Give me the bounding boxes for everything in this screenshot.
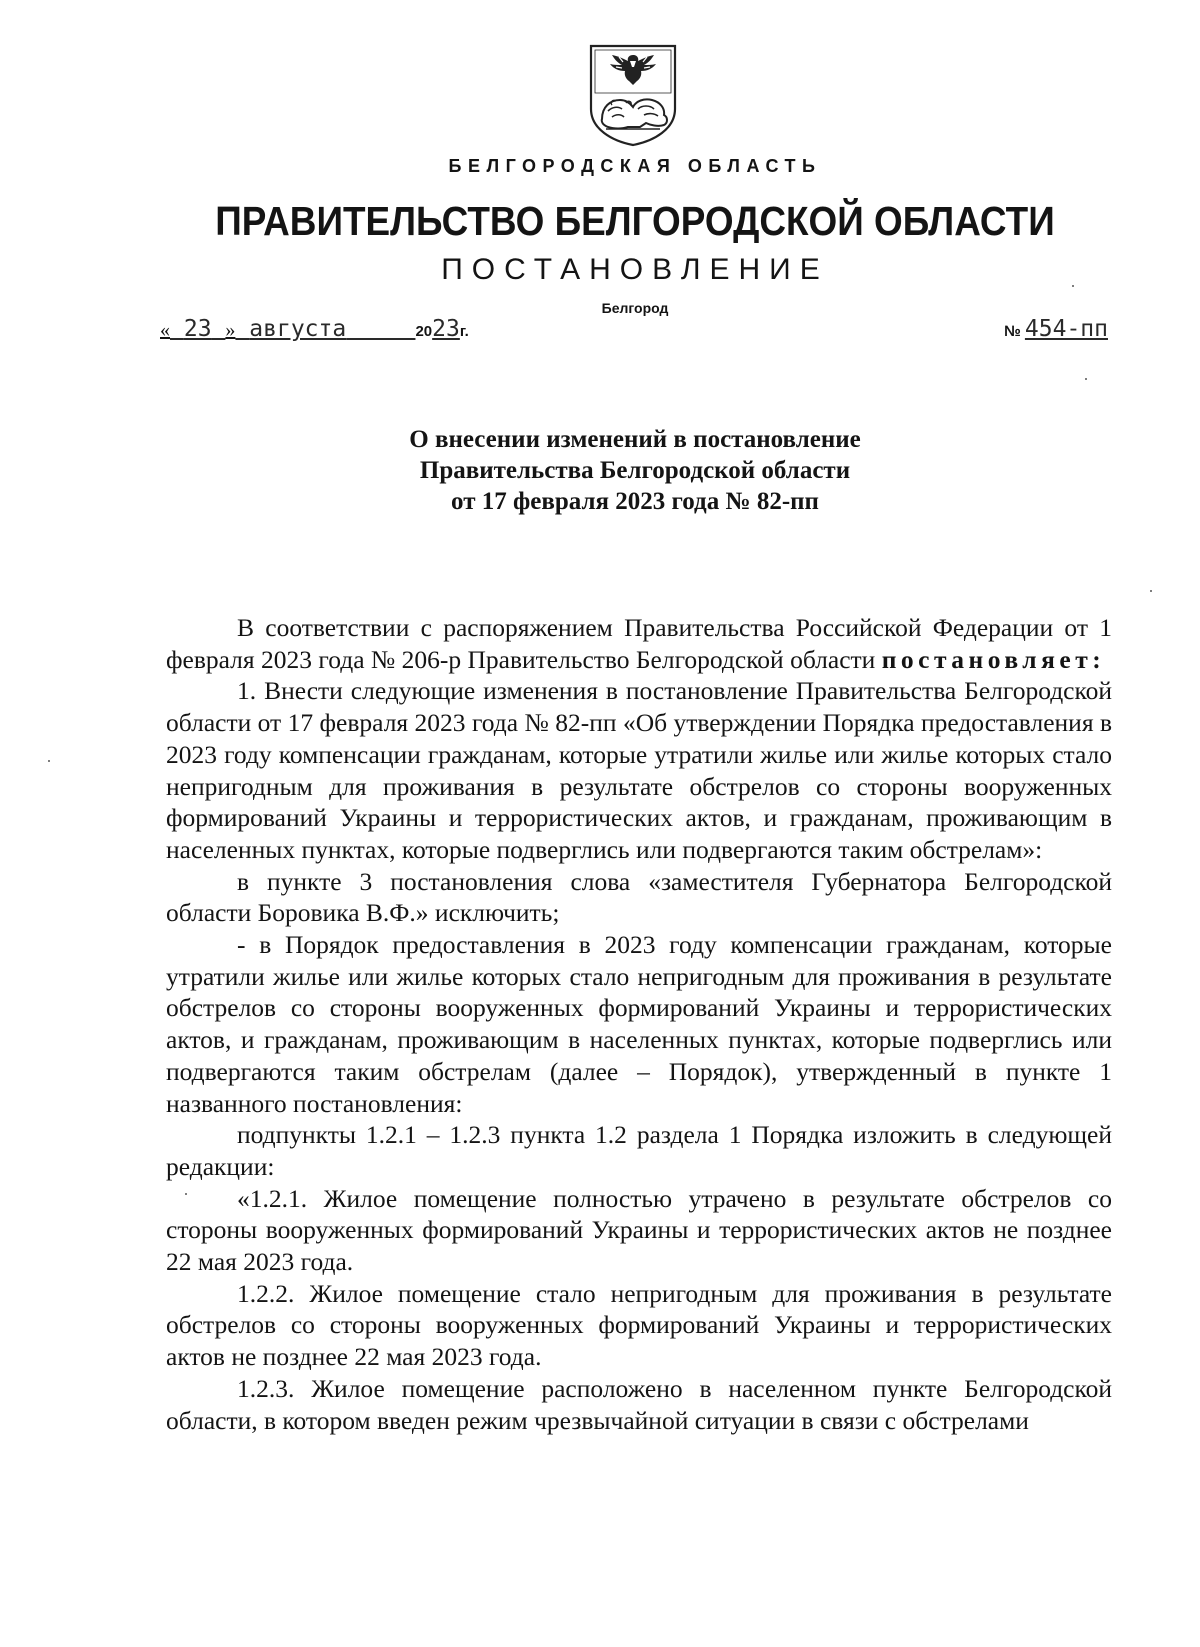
- coat-of-arms-icon: [588, 43, 678, 147]
- government-name: ПРАВИТЕЛЬСТВО БЕЛГОРОДСКОЙ ОБЛАСТИ: [215, 198, 1055, 244]
- number-value: 454-пп: [1024, 316, 1108, 342]
- decree-number: [1004, 316, 1108, 342]
- paragraph-subitems: подпункты 1.2.1 – 1.2.3 пункта 1.2 раздела 1 Порядка изложить в следующей редакции:: [166, 1120, 1112, 1181]
- preamble-keyword: постановляет:: [881, 644, 1106, 674]
- date-year-suffix: г.: [459, 323, 469, 340]
- preamble-text: В соответствии с распоряжением Правительства Российской Федерации от 1 февраля 2023 года № 206-р Правительство Белгородской области: [166, 613, 1112, 674]
- paragraph-preamble: [166, 612, 1112, 675]
- date-day: [170, 316, 225, 342]
- number-sign: №: [1004, 323, 1021, 340]
- date-century: 20: [415, 323, 433, 340]
- date-day-value: 23: [183, 316, 212, 342]
- paragraph-1-2-2: 1.2.2. Жилое помещение стало непригодным для проживания в результате обстрелов со стороны вооруженных формирований Украины и террористических актов не позднее 22 мая 2023 года.: [166, 1278, 1112, 1372]
- scan-speck: [185, 1193, 187, 1195]
- paragraph-item-1: 1. Внести следующие изменения в постановление Правительства Белгородской области от 17 февраля 2023 года № 82-пп «Об утверждении Порядка предоставления в 2023 году компенсации гражданам, которые утратили жилье или жилье которых стало непригодным для проживания в результате обстрелов со стороны вооруженных формирований Украины и террористических актов, и гражданам, проживающим в населенных пунктах, которые подверглись или подвергаются таким обстрелам»:: [166, 676, 1112, 864]
- paragraph-1-2-3: 1.2.3. Жилое помещение расположено в населенном пункте Белгородской области, в котором введен режим чрезвычайной ситуации в связи с обстрелами: [166, 1373, 1112, 1435]
- title-line-1: О внесении изменений в постановление: [409, 426, 861, 453]
- document-body: [166, 612, 1112, 1436]
- document-title: [0, 424, 1200, 517]
- decree-date: [160, 316, 469, 342]
- date-close-quote: »: [225, 319, 236, 341]
- title-line-2: Правительства Белгородской области: [419, 457, 851, 484]
- document-type: ПОСТАНОВЛЕНИЕ: [441, 253, 829, 286]
- date-year: 23: [432, 316, 460, 342]
- paragraph-item-1-a: в пункте 3 постановления слова «заместителя Губернатора Белгородской области Боровика В.Ф.» исключить;: [166, 866, 1112, 928]
- scan-speck: [1150, 590, 1152, 592]
- region-name: БЕЛГОРОДСКАЯ ОБЛАСТЬ: [448, 156, 822, 176]
- paragraph-item-1-b: - в Порядок предоставления в 2023 году компенсации гражданам, которые утратили жилье или жилье которых стало непригодным для проживания в результате обстрелов со стороны вооруженных формирований Украины и террористических актов, и гражданам, проживающим в населенных пунктах, которые подверглись или подвергаются таким обстрелам (далее – Порядок), утвержденный в пункте 1 названного постановления:: [166, 930, 1112, 1118]
- date-month: [235, 316, 415, 342]
- scan-speck: [1085, 378, 1087, 380]
- title-line-3: от 17 февраля 2023 года № 82-пп: [451, 488, 819, 515]
- paragraph-1-2-1: «1.2.1. Жилое помещение полностью утрачено в результате обстрелов со стороны вооруженных формирований Украины и террористических актов не позднее 22 мая 2023 года.: [166, 1183, 1112, 1277]
- date-month-value: августа: [249, 316, 347, 342]
- city-name: Белгород: [601, 300, 669, 316]
- date-open-quote: «: [160, 319, 170, 341]
- scan-speck: [1072, 285, 1074, 287]
- scan-speck: [48, 760, 50, 762]
